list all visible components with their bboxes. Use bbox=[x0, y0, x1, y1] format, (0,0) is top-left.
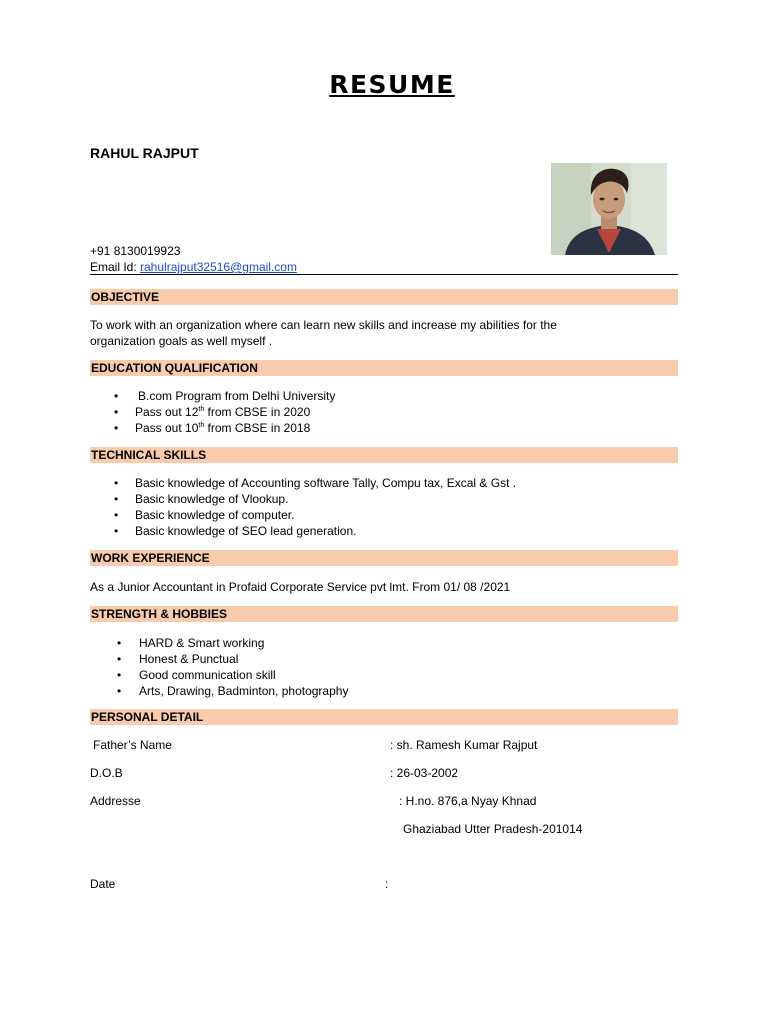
profile-photo bbox=[551, 163, 667, 255]
education-item-text bbox=[138, 388, 335, 404]
strength-text: HARD & Smart working bbox=[139, 636, 265, 650]
list-item bbox=[114, 523, 674, 539]
bullet-icon: • bbox=[114, 524, 119, 538]
list-item bbox=[114, 420, 674, 436]
strength-text: Good communication skill bbox=[139, 668, 276, 682]
section-heading-objective: OBJECTIVE bbox=[90, 289, 678, 305]
bullet-icon: • bbox=[117, 668, 122, 682]
section-heading-work-experience: WORK EXPERIENCE bbox=[90, 550, 678, 566]
education-item-sup: th bbox=[198, 406, 205, 413]
bullet-icon: • bbox=[114, 405, 119, 419]
technical-skills-list bbox=[114, 475, 674, 539]
list-item bbox=[114, 507, 674, 523]
education-item-main: B.com Program from Delhi University bbox=[138, 389, 336, 403]
bullet-icon: • bbox=[117, 684, 122, 698]
address-value-line-1: : H.no. 876,a Nyay Khnad bbox=[399, 794, 537, 808]
skill-text: Basic knowledge of Accounting software Tally, Compu tax, Excal & Gst . bbox=[135, 476, 517, 490]
education-item-main: Pass out 12 bbox=[135, 405, 199, 419]
address-value-line-2: Ghaziabad Utter Pradesh-201014 bbox=[403, 822, 583, 836]
address-label: Addresse bbox=[90, 794, 141, 808]
header-divider bbox=[90, 274, 678, 275]
date-value: : bbox=[385, 877, 389, 891]
section-heading-strength-hobbies: STRENGTH & HOBBIES bbox=[90, 606, 678, 622]
list-item bbox=[114, 404, 674, 420]
bullet-icon: • bbox=[114, 476, 119, 490]
education-item-rest: from CBSE in 2020 bbox=[204, 405, 311, 419]
objective-line-1: To work with an organization where can learn new skills and increase my abilities for the bbox=[90, 318, 557, 332]
skill-text: Basic knowledge of Vlookup. bbox=[135, 492, 289, 506]
skill-text: Basic knowledge of computer. bbox=[135, 508, 295, 522]
education-list bbox=[114, 388, 674, 436]
dob-value: : 26-03-2002 bbox=[390, 766, 459, 780]
section-heading-education: EDUCATION QUALIFICATION bbox=[90, 360, 678, 376]
dob-label: D.O.B bbox=[90, 766, 123, 780]
education-item-main: Pass out 10 bbox=[135, 421, 199, 435]
father-name-label: Father’s Name bbox=[93, 738, 172, 752]
education-item-text bbox=[135, 404, 310, 420]
list-item bbox=[117, 651, 677, 667]
education-item-rest: from CBSE in 2018 bbox=[204, 421, 311, 435]
list-item bbox=[117, 635, 677, 651]
date-label: Date bbox=[90, 877, 116, 891]
list-item bbox=[117, 683, 677, 699]
phone-number: +91 8130019923 bbox=[90, 244, 181, 258]
bullet-icon: • bbox=[114, 492, 119, 506]
list-item bbox=[114, 388, 674, 404]
list-item bbox=[114, 475, 674, 491]
email-label: Email Id: bbox=[90, 260, 141, 274]
bullet-icon: • bbox=[114, 421, 119, 435]
bullet-icon: • bbox=[114, 389, 119, 403]
strength-text: Honest & Punctual bbox=[139, 652, 239, 666]
email-link[interactable]: rahulrajput32516@gmail.com bbox=[140, 260, 297, 274]
objective-line-2: organization goals as well myself . bbox=[90, 334, 273, 348]
strengths-list bbox=[117, 635, 677, 699]
resume-title: RESUME bbox=[329, 70, 455, 99]
candidate-name: RAHUL RAJPUT bbox=[90, 145, 199, 161]
section-heading-personal-detail: PERSONAL DETAIL bbox=[90, 709, 678, 725]
education-item-sup: th bbox=[198, 422, 205, 429]
father-name-value: : sh. Ramesh Kumar Rajput bbox=[390, 738, 538, 752]
list-item bbox=[117, 667, 677, 683]
list-item bbox=[114, 491, 674, 507]
skill-text: Basic knowledge of SEO lead generation. bbox=[135, 524, 357, 538]
bullet-icon: • bbox=[114, 508, 119, 522]
education-item-text bbox=[135, 420, 310, 436]
bullet-icon: • bbox=[117, 652, 122, 666]
strength-text: Arts, Drawing, Badminton, photography bbox=[139, 684, 349, 698]
work-experience-text: As a Junior Accountant in Profaid Corporate Service pvt lmt. From 01/ 08 /2021 bbox=[90, 580, 511, 594]
bullet-icon: • bbox=[117, 636, 122, 650]
email-line bbox=[90, 260, 297, 274]
section-heading-technical-skills: TECHNICAL SKILLS bbox=[90, 447, 678, 463]
